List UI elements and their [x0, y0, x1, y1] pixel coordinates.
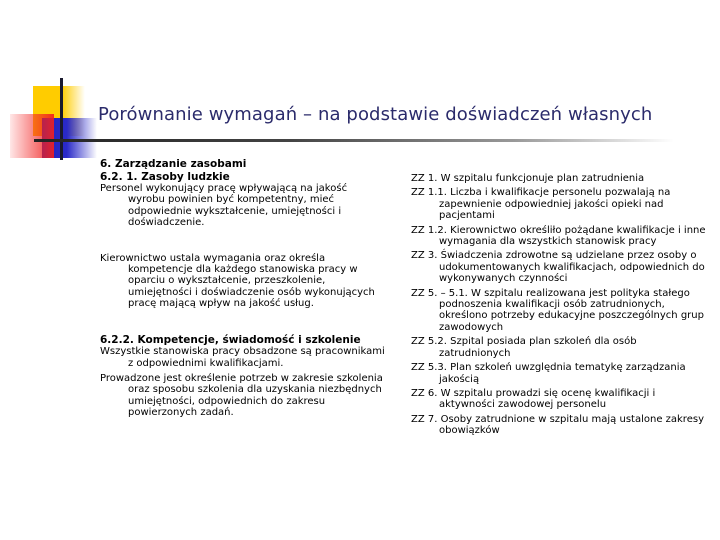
section-heading: 6. Zarządzanie zasobami [100, 158, 247, 170]
left-column [100, 158, 385, 419]
subsection-heading: 6.2.2. Kompetencje, świadomość i szkolenie [100, 333, 361, 346]
paragraph: Prowadzone jest określenie potrzeb w zakresie szkolenia oraz sposobu szkolenia dla uzyskania niezbędnych umiejętności, odpowiednich do zakresu powierzonych zadań. [100, 372, 383, 419]
requirement-item: ZZ 1. W szpitalu funkcjonuje plan zatrudnienia [411, 173, 645, 184]
paragraph: Kierownictwo ustala wymagania oraz określa kompetencje dla każdego stanowiska pracy w oparciu o wykształcenie, przeszkolenie, umiejętności i doświadczenie osób wykonujących pracę mającą wpływ na jakość usług. [100, 252, 375, 310]
paragraph: Wszystkie stanowiska pracy obsadzone są pracownikami z odpowiednimi kwalifikacjami. [100, 346, 385, 369]
slide-title: Porównanie wymagań – na podstawie doświadczeń własnych [98, 104, 653, 125]
decorative-red-square-icon [10, 114, 54, 158]
subsection-heading: 6.2. 1. Zasoby ludzkie [100, 170, 230, 183]
requirement-item: ZZ 5.3. Plan szkoleń uwzględnia tematykę zarządzania jakością [411, 362, 686, 385]
right-column [411, 173, 711, 440]
paragraph: Personel wykonujący pracę wpływającą na jakość wyrobu powinien być kompetentny, mieć odpowiednie wykształcenie, umiejętności i doświadczenie. [100, 183, 348, 229]
decorative-vertical-rule [60, 78, 63, 160]
requirement-item: ZZ 5. – 5.1. W szpitalu realizowana jest polityka stałego podnoszenia kwalifikacji osób zatrudnionych, określono potrzeby edukacyjne poszczególnych grup zawodowych [411, 287, 704, 333]
title-underline-rule [34, 139, 674, 142]
requirement-item: ZZ 3. Świadczenia zdrowotne są udzielane przez osoby o udokumentowanych kwalifikacjach, odpowiednich do wykonywanych czynności [411, 250, 705, 285]
requirement-item: ZZ 6. W szpitalu prowadzi się ocenę kwalifikacji i aktywności zawodowej personelu [411, 387, 656, 411]
requirement-item: ZZ 1.1. Liczba i kwalifikacje personelu pozwalają na zapewnienie odpowiedniej jakości opieki nad pacjentami [411, 187, 671, 222]
requirement-item: ZZ 5.2. Szpital posiada plan szkoleń dla osób zatrudnionych [411, 336, 637, 359]
requirement-item: ZZ 1.2. Kierownictwo określiło pożądane kwalifikacje i inne wymagania dla wszystkich stanowisk pracy [411, 224, 706, 248]
requirement-item: ZZ 7. Osoby zatrudnione w szpitalu mają ustalone zakresy obowiązków [411, 413, 704, 437]
